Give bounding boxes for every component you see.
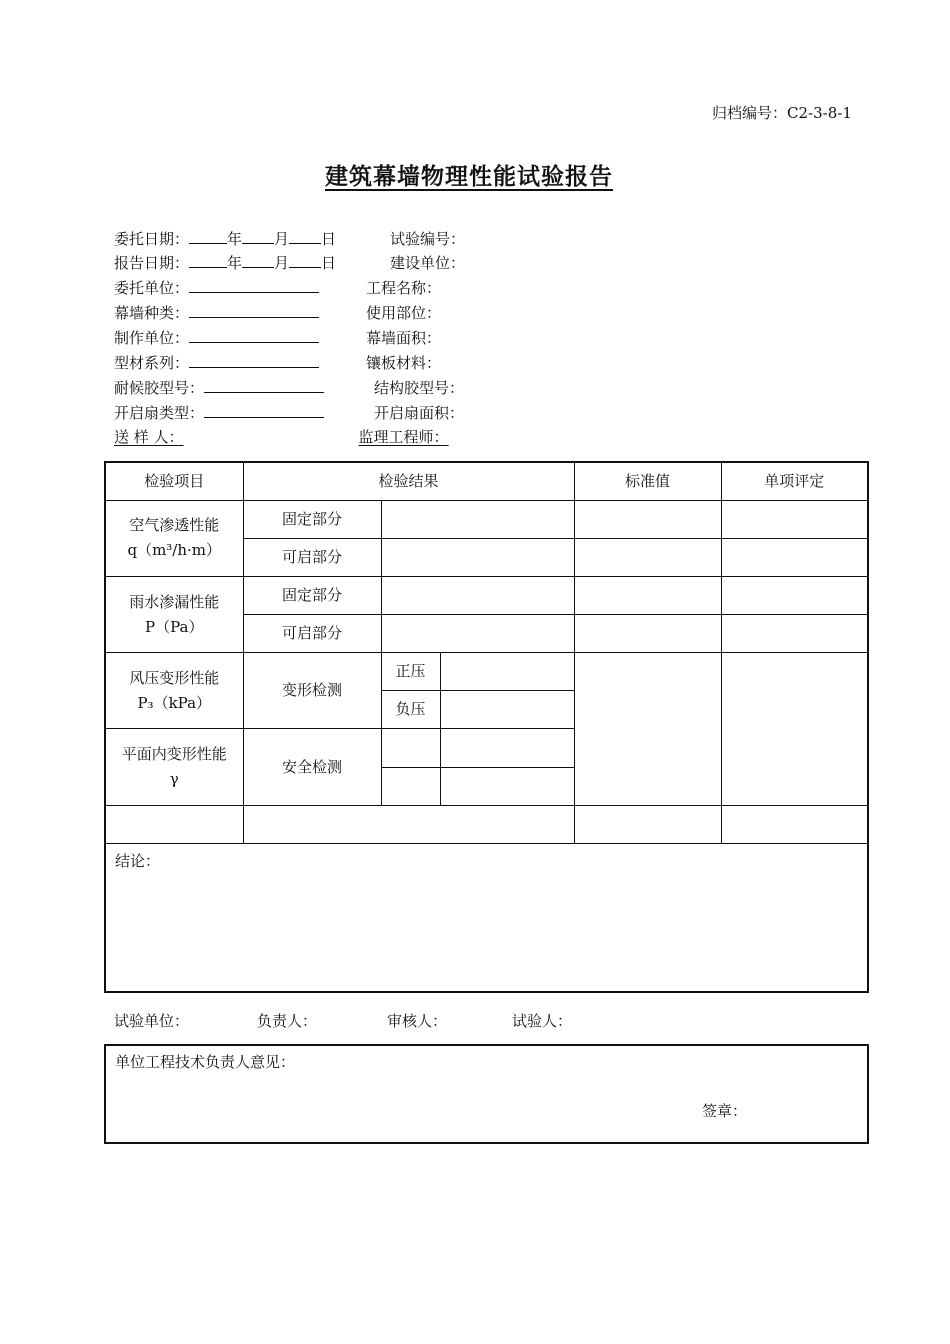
fixed-part-label: 固定部分 — [243, 500, 381, 538]
sender-field — [114, 426, 455, 447]
standard-cell[interactable] — [574, 538, 721, 576]
deform-check-label: 变形检测 — [243, 653, 381, 729]
commission-date-field — [114, 228, 336, 249]
seal-label: 签章： — [702, 1102, 748, 1120]
month-blank — [242, 229, 274, 244]
day-blank — [289, 253, 321, 268]
conclusion-cell[interactable] — [105, 843, 868, 992]
wall-type-blank — [189, 303, 319, 318]
year-label: 年 — [227, 254, 243, 272]
month-blank — [242, 253, 274, 268]
result-cell[interactable] — [440, 767, 574, 805]
header-standard: 标准值 — [574, 462, 721, 500]
standard-cell[interactable] — [574, 615, 721, 653]
header-item: 检验项目 — [105, 462, 243, 500]
conclusion-row — [105, 843, 868, 992]
conclusion-label: 结论： — [115, 851, 161, 870]
safety-check-label: 安全检测 — [243, 729, 381, 805]
table-row — [105, 653, 868, 691]
air-permeability-cell — [105, 500, 243, 576]
rating-cell[interactable] — [721, 805, 868, 843]
result-cell[interactable] — [243, 805, 574, 843]
result-cell[interactable] — [381, 538, 574, 576]
standard-cell[interactable] — [574, 500, 721, 538]
month-label: 月 — [274, 230, 290, 248]
header-rating: 单项评定 — [721, 462, 868, 500]
maker-label: 制作单位： — [114, 329, 190, 347]
wall-type-label: 幕墙种类： — [114, 304, 190, 322]
profile-series-label: 型材系列： — [114, 354, 190, 372]
result-cell[interactable] — [440, 653, 574, 691]
table-row — [105, 576, 868, 614]
table-row — [105, 805, 868, 843]
tester-label: 试验人： — [512, 1012, 573, 1030]
responsible-label: 负责人： — [257, 1012, 318, 1030]
commission-unit-label: 委托单位： — [114, 279, 190, 297]
day-label: 日 — [321, 230, 337, 248]
wall-type-field — [114, 302, 319, 323]
positive-label: 正压 — [381, 653, 440, 691]
profile-series-field — [114, 352, 319, 373]
rain-leakage-cell — [105, 576, 243, 652]
day-label: 日 — [321, 254, 337, 272]
plane-deformation-cell — [105, 729, 243, 805]
commission-unit-field — [114, 277, 319, 298]
plane-unit: γ — [169, 770, 179, 789]
negative-label: 负压 — [381, 691, 440, 729]
weather-sealant-label: 耐候胶型号： — [114, 379, 205, 397]
header-row — [105, 462, 868, 500]
wind-deformation-cell — [105, 653, 243, 729]
open-part-label: 可启部分 — [243, 538, 381, 576]
wind-name: 风压变形性能 — [129, 668, 220, 687]
weather-sealant-blank — [204, 378, 324, 393]
maker-field — [114, 327, 319, 348]
rating-cell[interactable] — [721, 500, 868, 538]
result-cell[interactable] — [381, 576, 574, 614]
supervisor-label: 监理工程师： — [358, 428, 449, 446]
panel-material-label: 镶板材料： — [366, 354, 442, 372]
build-unit-label: 建设单位： — [390, 254, 466, 272]
test-unit-label: 试验单位： — [114, 1012, 190, 1030]
page-title: 建筑幕墙物理性能试验报告 — [325, 163, 613, 190]
sash-area-label: 开启扇面积： — [374, 404, 465, 422]
header-result: 检验结果 — [243, 462, 574, 500]
air-unit: q（m³/h·m） — [127, 541, 222, 560]
weather-sealant-field — [114, 377, 324, 398]
standard-cell[interactable] — [574, 576, 721, 614]
reviewer-label: 审核人： — [387, 1012, 448, 1030]
wind-unit: P₃（kPa） — [137, 693, 212, 712]
rain-name: 雨水渗漏性能 — [129, 592, 220, 611]
air-name: 空气渗透性能 — [129, 516, 220, 535]
sash-type-label: 开启扇类型： — [114, 404, 205, 422]
commission-date-label: 委托日期： — [114, 230, 190, 248]
year-blank — [189, 253, 227, 268]
opinion-box[interactable] — [104, 1044, 869, 1144]
rating-cell[interactable] — [721, 538, 868, 576]
profile-series-blank — [189, 353, 319, 368]
sender-label: 送 样 人： — [114, 428, 184, 446]
result-cell[interactable] — [381, 500, 574, 538]
fixed-part-label: 固定部分 — [243, 576, 381, 614]
report-date-field — [114, 252, 336, 273]
open-part-label: 可启部分 — [243, 615, 381, 653]
month-label: 月 — [274, 254, 290, 272]
result-cell[interactable] — [381, 615, 574, 653]
use-location-label: 使用部位： — [366, 304, 442, 322]
standard-cell[interactable] — [574, 653, 721, 806]
maker-blank — [189, 328, 319, 343]
report-date-label: 报告日期： — [114, 254, 190, 272]
result-cell[interactable] — [440, 729, 574, 767]
results-table — [104, 461, 869, 993]
rating-cell[interactable] — [721, 576, 868, 614]
commission-unit-blank — [189, 278, 319, 293]
rating-cell[interactable] — [721, 615, 868, 653]
test-no-label: 试验编号： — [390, 230, 466, 248]
sash-type-field — [114, 402, 324, 423]
opinion-label: 单位工程技术负责人意见： — [115, 1053, 296, 1071]
result-cell[interactable] — [440, 691, 574, 729]
standard-cell[interactable] — [574, 805, 721, 843]
sash-type-blank — [204, 403, 324, 418]
table-row — [105, 500, 868, 538]
year-blank — [189, 229, 227, 244]
rating-cell[interactable] — [721, 653, 868, 806]
structural-sealant-label: 结构胶型号： — [374, 379, 465, 397]
project-name-label: 工程名称： — [366, 279, 442, 297]
wall-area-label: 幕墙面积： — [366, 329, 442, 347]
plane-name: 平面内变形性能 — [121, 745, 227, 764]
sub-cell[interactable] — [381, 729, 440, 767]
sub-cell[interactable] — [381, 767, 440, 805]
rain-unit: P（Pa） — [145, 617, 204, 636]
archive-number: 归档编号：C2-3-8-1 — [712, 104, 852, 122]
year-label: 年 — [227, 230, 243, 248]
day-blank — [289, 229, 321, 244]
item-cell[interactable] — [105, 805, 243, 843]
